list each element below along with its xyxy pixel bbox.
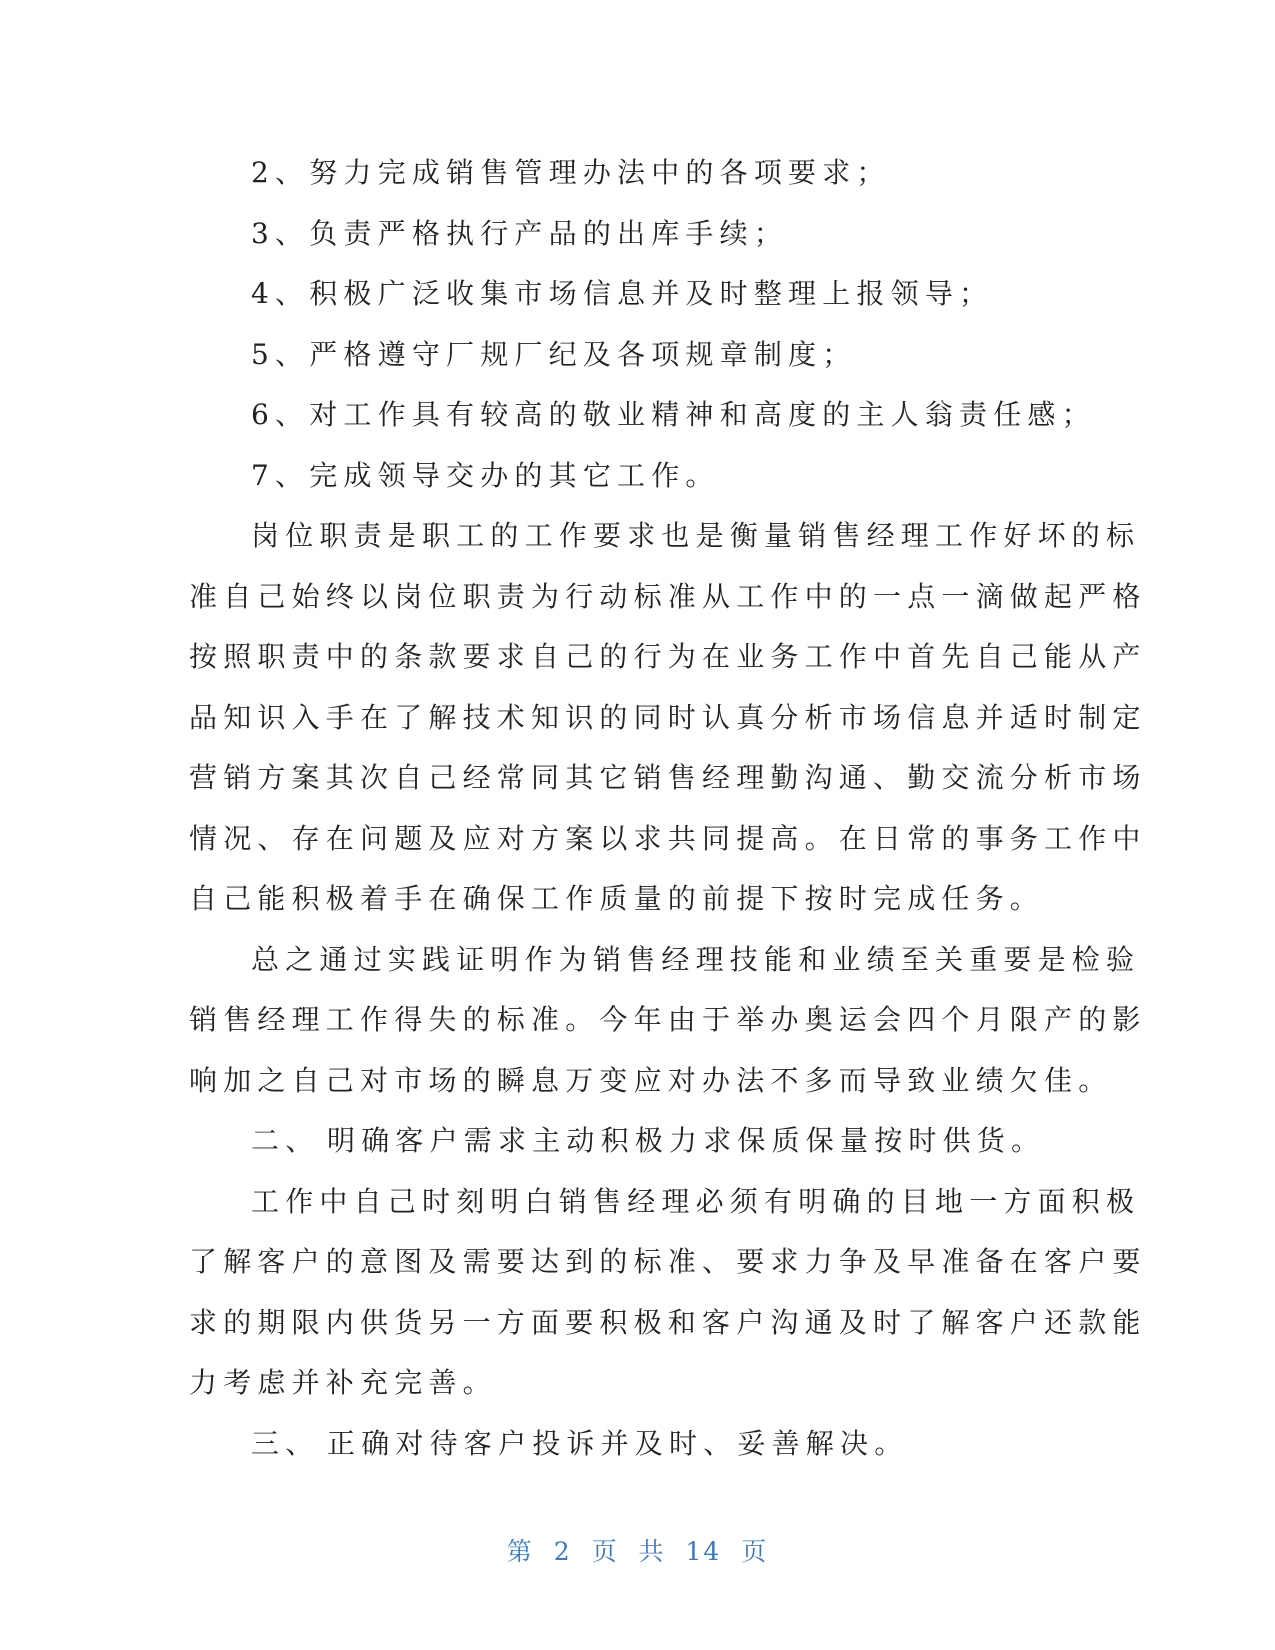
paragraph-line: 了解客户的意图及需要达到的标准、要求力争及早准备在客户要 <box>189 1245 1147 1278</box>
section-number: 二、 <box>251 1124 320 1157</box>
paragraph-line: 响加之自己对市场的瞬息万变应对办法不多而导致业绩欠佳。 <box>189 1063 1113 1097</box>
list-item: 2、努力完成销售管理办法中的各项要求； <box>251 156 891 189</box>
list-item: 7、完成领导交办的其它工作。 <box>251 458 720 492</box>
paragraph-line: 销售经理工作得失的标准。今年由于举办奥运会四个月限产的影 <box>189 1003 1147 1036</box>
page-number-footer: 第 2 页 共 14 页 <box>506 1537 769 1566</box>
paragraph-line: 按照职责中的条款要求自己的行为在业务工作中首先自己能从产 <box>189 640 1147 673</box>
list-item: 6、对工作具有较高的敬业精神和高度的主人翁责任感； <box>251 398 1096 431</box>
paragraph-customer-needs <box>189 1172 1147 1414</box>
paragraph-line: 岗位职责是职工的工作要求也是衡量销售经理工作好坏的标 <box>251 519 1141 552</box>
section-heading-2 <box>189 1111 1059 1172</box>
list-item: 3、负责严格执行产品的出库手续； <box>251 216 789 250</box>
section-title: 正确对待客户投诉并及时、妥善解决。 <box>327 1426 909 1460</box>
paragraph-line: 求的期限内供货另一方面要积极和客户沟通及时了解客户还款能 <box>189 1305 1147 1339</box>
paragraph-line: 工作中自己时刻明白销售经理必须有明确的目地一方面积极 <box>251 1184 1141 1218</box>
list-item: 4、积极广泛收集市场信息并及时整理上报领导； <box>251 277 994 310</box>
paragraph-job-duties <box>189 506 1147 930</box>
section-title: 明确客户需求主动积极力求保质保量按时供货。 <box>327 1124 1046 1157</box>
section-number: 三、 <box>251 1426 320 1460</box>
document-body <box>189 143 1147 1474</box>
paragraph-line: 营销方案其次自己经常同其它销售经理勤沟通、勤交流分析市场 <box>189 761 1147 794</box>
paragraph-line: 力考虑并补充完善。 <box>189 1366 497 1399</box>
section-heading-3 <box>189 1414 1059 1475</box>
list-item: 5、严格遵守厂规厂纪及各项规章制度； <box>251 337 857 371</box>
paragraph-line: 自己能积极着手在确保工作质量的前提下按时完成任务。 <box>189 882 1045 915</box>
paragraph-line: 总之通过实践证明作为销售经理技能和业绩至关重要是检验 <box>251 942 1141 976</box>
paragraph-line: 准自己始终以岗位职责为行动标准从工作中的一点一滴做起严格 <box>189 579 1147 613</box>
paragraph-summary <box>189 930 1147 1112</box>
paragraph-line: 情况、存在问题及应对方案以求共同提高。在日常的事务工作中 <box>189 821 1147 855</box>
paragraph-line: 品知识入手在了解技术知识的同时认真分析市场信息并适时制定 <box>189 700 1147 734</box>
